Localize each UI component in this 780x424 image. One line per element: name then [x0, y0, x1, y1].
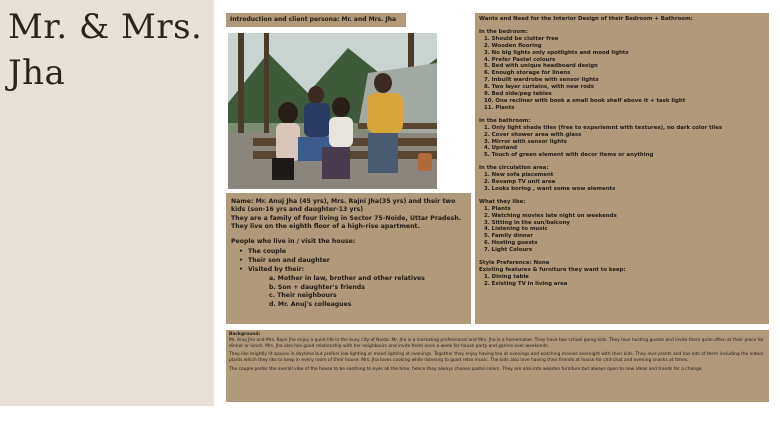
list-item: 3. Mirror with sensor lights [484, 138, 567, 145]
likes-heading: What they like: [479, 198, 526, 205]
page-title [8, 4, 202, 96]
list-item: 5. Family dinner [484, 233, 534, 240]
list-item: 5. Bed with unique headboard design [484, 63, 598, 70]
list-item: 2. Watching movies late night on weekends [484, 212, 617, 219]
list-item: 2. Cover shower area with glass [484, 131, 582, 138]
people-list [231, 248, 466, 274]
list-item: • Visited by their: [239, 266, 466, 274]
title-line-2: Jha [8, 53, 66, 93]
existing-heading: Existing features & furniture they want to keep: [479, 267, 626, 273]
list-item: 6. Hosting guests [484, 240, 538, 247]
list-item: 10. One recliner with book a small book shelf above it + task light [484, 97, 686, 104]
list-item: 1. Dining table [484, 273, 529, 280]
intro-label-box [226, 13, 406, 27]
list-item: 3. Sitting in the sun/balcony [484, 219, 570, 226]
list-item: 8. Two layer curtains, with new rods [484, 84, 594, 91]
list-item: 4. Prefer Pastel colours [484, 56, 556, 63]
title-line-1: Mr. & Mrs. [8, 7, 203, 47]
bedroom-heading: In the bedroom: [479, 28, 528, 35]
list-item: • The couple [239, 248, 466, 256]
background-paragraph: The couple prefer the overall vibe of the house to be soothing to eyes all the time, hence they always choose pastel colors. They are also into wooden furniture but always open to new ideas and trends for a change. [229, 366, 703, 372]
persona-family: They are a family of four living in Sector 75-Noide, Uttar Pradesh. [231, 214, 462, 222]
list-item: c. Their neighbours [269, 292, 337, 300]
list-item: 6. Enough storage for linens [484, 70, 571, 77]
list-item: 4. Upstand [484, 145, 518, 152]
list-item: 11. Plants [484, 104, 515, 111]
wants-heading: Wants and Need for the Interior Design of their Bedroom + Bathroom: [479, 16, 693, 22]
list-item: d. Mr. Anuj's colleagues [269, 301, 352, 309]
wants-needs-box [475, 13, 769, 324]
visitor-list [231, 275, 466, 310]
circulation-heading: In the circulation area: [479, 165, 549, 172]
background-box [226, 330, 769, 402]
style-preference: Style Preference: None [479, 260, 550, 267]
list-item: 1. New sofa placement [484, 172, 554, 179]
background-paragraph: Mr. Anuj Jha and Mrs. Rajni Jha enjoy a quiet life in the busy city of Noida. Mr. Jha is a marketing professional and Mrs. Jha is a homemaker. They have two school going kids. They love hosting guests and invite them quite often at their place for dinner or lunch. Mrs. Jha also has good relationship with her neighbours and invite them once a week for house party and games over weekends. [229, 337, 764, 349]
list-item: 2. Revamp TV unit area [484, 179, 556, 186]
list-item: 2. Wooden flooring [484, 42, 542, 49]
list-item: a. Mother in law, brother and other relatives [269, 274, 425, 282]
list-item: 7. Light Colours [484, 247, 533, 254]
list-item: 5. Touch of green element with decor items or anything [484, 152, 654, 159]
list-item: 9. Bed side/peg tables [484, 91, 552, 98]
list-item: 1. Only light shade tiles (free to experiemnt with textures), no dark color tiles [484, 124, 723, 131]
family-photo [228, 33, 437, 189]
persona-box [226, 193, 471, 324]
people-heading: People who live in / visit the house: [231, 238, 356, 246]
list-item: 3. No big lights only spotlights and mood lights [484, 49, 629, 56]
background-title: Background: [229, 332, 261, 337]
persona-intro: Name: Mr. Anuj Jha (45 yrs), Mrs. Rajni Jha(35 yrs) and their two kids (son-16 yrs and daughter-13 yrs) [231, 198, 456, 214]
intro-label: Introduction and client persona: Mr. and Mrs. Jha [230, 16, 397, 23]
persona-floor: They live on the eighth floor of a high-rise apartment. [231, 222, 420, 230]
list-item: 3. Looks boring , want some wow elements [484, 185, 616, 192]
list-item: 7. Inbuilt wardrobe with sensor lights [484, 77, 599, 84]
list-item: 4. Listening to music [484, 226, 548, 233]
left-panel [0, 0, 214, 406]
list-item: b. Son + daughter's friends [269, 283, 365, 291]
list-item: 1. Plants [484, 205, 511, 212]
list-item: 2. Existing TV in living area [484, 280, 568, 287]
background-paragraph: They like brightly lit spaces in daytime but prefers low lighting or mood lighting at evenings. Together they enjoy having tea at evenings and watching movies overnight with their kids. They love plants and has lots of them including the indoor plants which they like to keep in every room of their house. Mrs. Jha loves cooking while listening to good retro music. The kids also love having their friends at house for chit-chat and evening snacks at times. [229, 352, 764, 364]
bathroom-heading: In the bathroom: [479, 117, 531, 124]
list-item: • Their son and daughter [239, 257, 466, 265]
list-item: 1. Should be clutter free [484, 35, 559, 42]
